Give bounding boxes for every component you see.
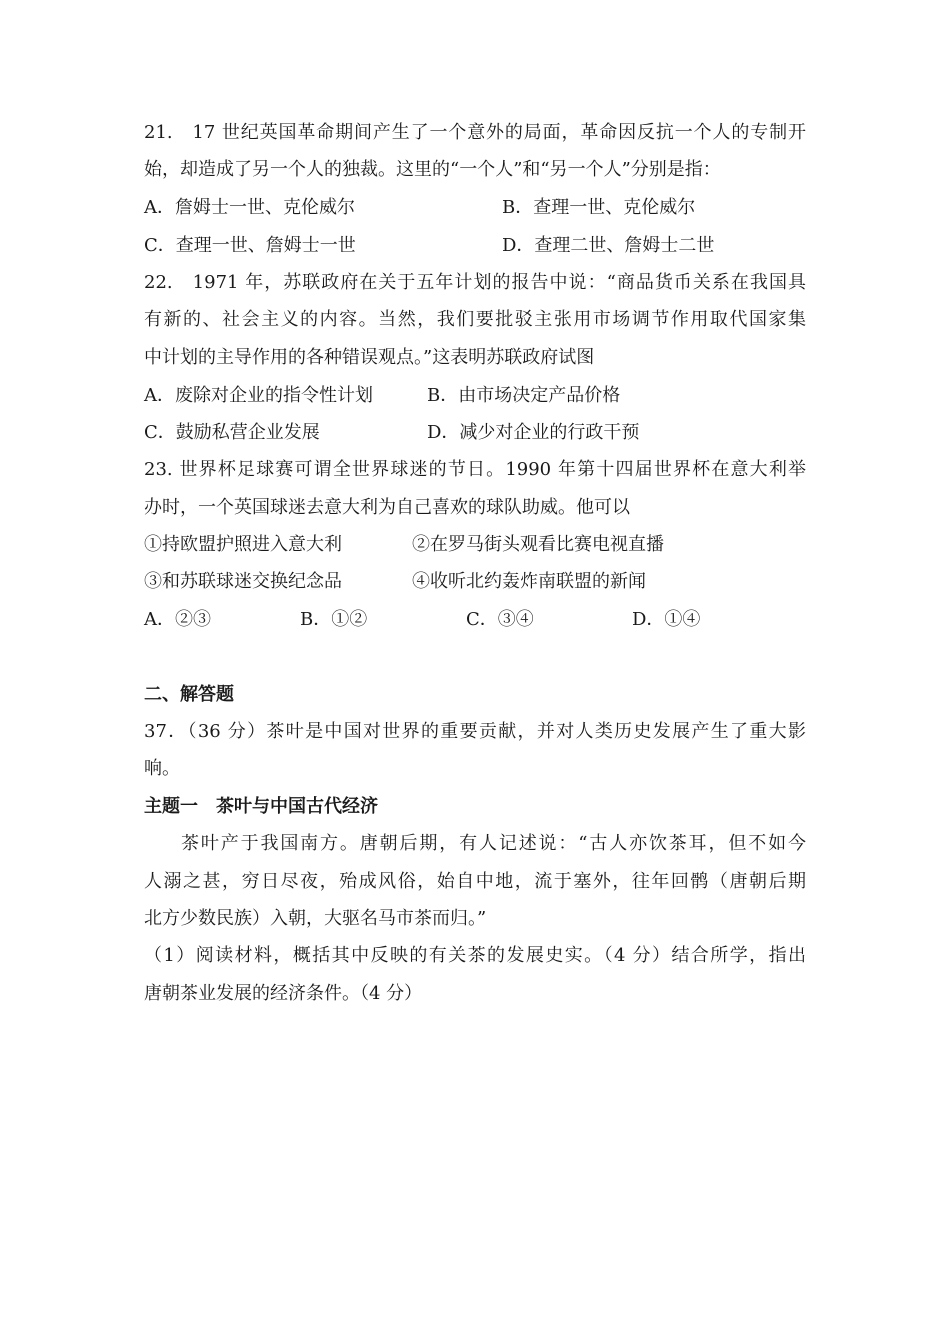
q21-option-a: A．詹姆士一世、克伦威尔 <box>144 197 355 218</box>
q23-item-2: ②在罗马街头观看比赛电视直播 <box>412 534 664 555</box>
q23-option-c: C．③④ <box>466 609 534 630</box>
q23-stem-line-2: 办时，一个英国球迷去意大利为自己喜欢的球队助威。他可以 <box>144 497 630 518</box>
q23-item-1: ①持欧盟护照进入意大利 <box>144 534 342 555</box>
q37-theme-title: 主题一 茶叶与中国古代经济 <box>144 796 378 817</box>
q37-stem-line-1: 37．（36 分）茶叶是中国对世界的重要贡献，并对人类历史发展产生了重大影 <box>144 721 806 742</box>
q22-option-a: A．废除对企业的指令性计划 <box>144 385 373 406</box>
q22-option-d: D．减少对企业的行政干预 <box>427 422 640 443</box>
section-heading: 二、解答题 <box>144 684 234 705</box>
q23-stem-line-1: 23. 世界杯足球赛可谓全世界球迷的节日。1990 年第十四届世界杯在意大利举 <box>144 459 806 480</box>
q22-option-c: C．鼓励私营企业发展 <box>144 422 320 443</box>
q37-material-line-3: 北方少数民族）入朝，大驱名马市茶而归。” <box>144 908 487 929</box>
q21-stem-line-2: 始，却造成了另一个人的独裁。这里的“一个人”和“另一个人”分别是指： <box>144 159 721 180</box>
q22-stem-line-3: 中计划的主导作用的各种错误观点。”这表明苏联政府试图 <box>144 347 595 368</box>
q37-stem-line-2: 响。 <box>144 758 180 779</box>
q23-option-a: A．②③ <box>144 609 211 630</box>
q21-option-b: B．查理一世、克伦威尔 <box>502 197 696 218</box>
q37-material-line-1: 茶叶产于我国南方。唐朝后期，有人记述说：“古人亦饮茶耳，但不如今 <box>181 833 806 854</box>
q37-sub1-line-1: （1）阅读材料，概括其中反映的有关茶的发展史实。（4 分）结合所学，指出 <box>144 945 806 966</box>
q23-option-d: D．①④ <box>632 609 701 630</box>
q37-material-line-2: 人溺之甚，穷日尽夜，殆成风俗，始自中地，流于塞外，往年回鹘（唐朝后期 <box>144 871 806 892</box>
q21-option-c: C．查理一世、詹姆士一世 <box>144 235 356 256</box>
q23-item-3: ③和苏联球迷交换纪念品 <box>144 571 342 592</box>
q21-option-d: D．查理二世、詹姆士二世 <box>502 235 715 256</box>
q21-stem-line-1: 21. 17 世纪英国革命期间产生了一个意外的局面，革命因反抗一个人的专制开 <box>144 122 806 143</box>
q22-option-b: B．由市场决定产品价格 <box>427 385 621 406</box>
q37-sub1-line-2: 唐朝茶业发展的经济条件。（4 分） <box>144 983 423 1004</box>
q22-stem-line-2: 有新的、社会主义的内容。当然，我们要批驳主张用市场调节作用取代国家集 <box>144 309 806 330</box>
q22-stem-line-1: 22. 1971 年，苏联政府在关于五年计划的报告中说：“商品货币关系在我国具 <box>144 272 806 293</box>
q23-item-4: ④收听北约轰炸南联盟的新闻 <box>412 571 646 592</box>
q23-option-b: B．①② <box>300 609 368 630</box>
